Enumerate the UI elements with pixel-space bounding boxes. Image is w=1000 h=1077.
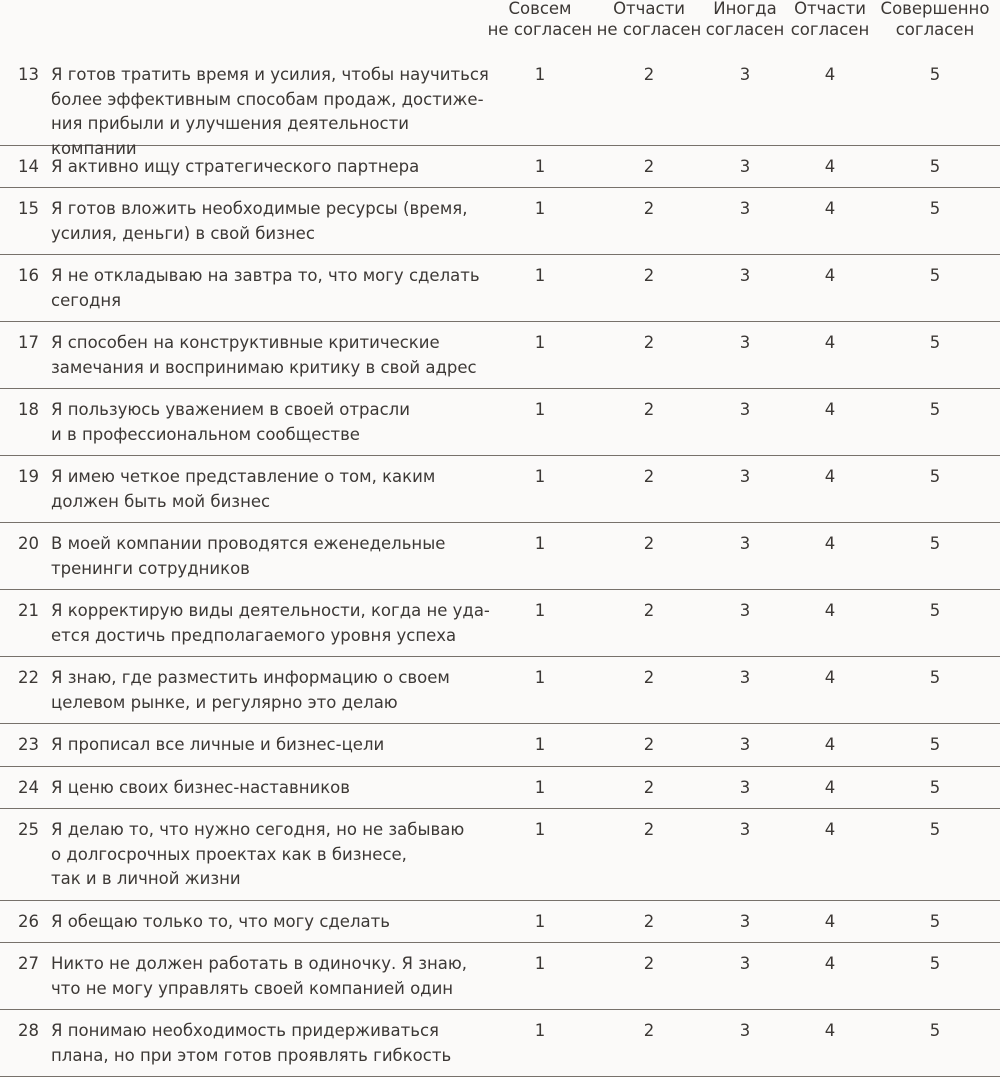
score-option-3: 3 bbox=[739, 534, 751, 553]
score-option-5: 5 bbox=[929, 820, 941, 839]
question-number: 23 bbox=[18, 735, 39, 754]
score-option-3: 3 bbox=[739, 199, 751, 218]
table-row bbox=[0, 657, 1000, 724]
statement-line: Я делаю то, что нужно сегодня, но не забываю bbox=[51, 820, 465, 839]
score-option-3: 3 bbox=[739, 820, 751, 839]
score-option-5: 5 bbox=[929, 954, 941, 973]
score-option-1: 1 bbox=[534, 777, 546, 797]
score-option-5: 5 bbox=[929, 911, 941, 931]
statement-line: и в профессиональном сообществе bbox=[51, 424, 360, 444]
score-option-2: 2 bbox=[643, 467, 655, 486]
question-statement bbox=[51, 155, 491, 180]
question-number: 17 bbox=[18, 333, 39, 352]
question-number: 25 bbox=[18, 820, 39, 839]
score-option-4: 4 bbox=[824, 911, 836, 931]
score-option-2: 2 bbox=[643, 1021, 655, 1040]
statement-line: сегодня bbox=[51, 290, 122, 310]
score-option-1: 1 bbox=[534, 534, 546, 553]
score-option-4: 4 bbox=[824, 820, 836, 839]
statement-line: Я ценю своих бизнес-наставников bbox=[51, 777, 350, 797]
score-option-1: 1 bbox=[534, 668, 546, 687]
statement-line: усилия, деньги) в свой бизнес bbox=[51, 223, 315, 243]
score-option-4: 4 bbox=[824, 534, 836, 553]
statement-line: так и в личной жизни bbox=[51, 869, 241, 888]
column-header-strongly-disagree bbox=[480, 0, 600, 40]
table-row bbox=[0, 767, 1000, 810]
statement-line: Я активно ищу стратегического партнера bbox=[51, 156, 420, 176]
score-option-1: 1 bbox=[534, 820, 546, 839]
score-option-2: 2 bbox=[643, 668, 655, 687]
score-option-1: 1 bbox=[534, 156, 546, 176]
column-header-line: согласен bbox=[895, 20, 975, 39]
score-option-2: 2 bbox=[643, 333, 655, 352]
column-header-line: Отчасти bbox=[794, 0, 866, 18]
column-header-partly-disagree bbox=[589, 0, 709, 40]
score-option-3: 3 bbox=[739, 601, 751, 620]
table-row bbox=[0, 389, 1000, 456]
score-option-3: 3 bbox=[739, 954, 751, 973]
score-option-3: 3 bbox=[739, 668, 751, 687]
table-row bbox=[0, 146, 1000, 189]
column-header-line: Совершенно bbox=[880, 0, 990, 18]
table-row bbox=[0, 456, 1000, 523]
statement-line: Я знаю, где разместить информацию о своем bbox=[51, 668, 450, 687]
table-row bbox=[0, 255, 1000, 322]
question-number: 19 bbox=[18, 467, 39, 486]
statement-line: Я прописал все личные и бизнес-цели bbox=[51, 735, 385, 754]
score-option-4: 4 bbox=[824, 333, 836, 352]
score-option-3: 3 bbox=[739, 467, 751, 486]
question-number: 15 bbox=[18, 199, 39, 218]
statement-line: Я готов тратить время и усилия, чтобы научиться bbox=[51, 65, 489, 84]
statement-line: Я готов вложить необходимые ресурсы (время, bbox=[51, 199, 468, 218]
table-row bbox=[0, 1010, 1000, 1077]
question-statement bbox=[51, 264, 491, 313]
score-option-3: 3 bbox=[739, 1021, 751, 1040]
question-statement bbox=[51, 532, 491, 581]
statement-line: Я пользуюсь уважением в своей отрасли bbox=[51, 400, 410, 419]
score-option-2: 2 bbox=[643, 400, 655, 419]
score-option-3: 3 bbox=[739, 266, 751, 285]
score-option-4: 4 bbox=[824, 954, 836, 973]
score-option-2: 2 bbox=[643, 199, 655, 218]
statement-line: Я способен на конструктивные критические bbox=[51, 333, 440, 352]
score-option-5: 5 bbox=[929, 400, 941, 419]
statement-line: целевом рынке, и регулярно это делаю bbox=[51, 692, 398, 712]
table-row bbox=[0, 54, 1000, 158]
question-statement bbox=[51, 666, 491, 715]
score-option-1: 1 bbox=[534, 1021, 546, 1040]
score-option-2: 2 bbox=[643, 735, 655, 754]
score-option-3: 3 bbox=[739, 400, 751, 419]
question-statement bbox=[51, 398, 491, 447]
statement-line: ния прибыли и улучшения деятельности компании bbox=[51, 114, 409, 158]
statement-line: более эффективным способам продаж, достиже- bbox=[51, 89, 484, 109]
statement-line: о долгосрочных проектах как в бизнесе, bbox=[51, 844, 407, 864]
question-statement bbox=[51, 952, 491, 1001]
score-option-1: 1 bbox=[534, 954, 546, 973]
score-option-5: 5 bbox=[929, 735, 941, 754]
question-number: 28 bbox=[18, 1021, 39, 1040]
score-option-3: 3 bbox=[739, 777, 751, 797]
column-header-line: не согласен bbox=[596, 20, 702, 39]
statement-line: замечания и воспринимаю критику в свой адрес bbox=[51, 357, 477, 377]
column-header-strongly-agree bbox=[870, 0, 1000, 40]
score-option-5: 5 bbox=[929, 65, 941, 84]
question-statement bbox=[51, 776, 491, 801]
score-option-4: 4 bbox=[824, 777, 836, 797]
score-option-2: 2 bbox=[643, 777, 655, 797]
score-option-4: 4 bbox=[824, 601, 836, 620]
question-statement bbox=[51, 465, 491, 514]
statement-line: должен быть мой бизнес bbox=[51, 491, 271, 511]
table-row bbox=[0, 590, 1000, 657]
score-option-5: 5 bbox=[929, 534, 941, 553]
score-option-5: 5 bbox=[929, 467, 941, 486]
score-option-2: 2 bbox=[643, 820, 655, 839]
question-number: 14 bbox=[18, 156, 39, 176]
score-option-5: 5 bbox=[929, 668, 941, 687]
statement-line: В моей компании проводятся еженедельные bbox=[51, 534, 446, 553]
question-number: 27 bbox=[18, 954, 39, 973]
questionnaire-table bbox=[0, 54, 1000, 1077]
score-option-1: 1 bbox=[534, 735, 546, 754]
column-header-line: не согласен bbox=[487, 20, 593, 39]
score-option-1: 1 bbox=[534, 911, 546, 931]
column-header-line: согласен bbox=[790, 20, 870, 39]
score-option-1: 1 bbox=[534, 333, 546, 352]
table-header bbox=[0, 0, 1000, 54]
score-option-1: 1 bbox=[534, 400, 546, 419]
score-option-1: 1 bbox=[534, 601, 546, 620]
table-row bbox=[0, 943, 1000, 1010]
column-header-line: Отчасти bbox=[613, 0, 685, 18]
question-statement bbox=[51, 197, 491, 246]
question-statement bbox=[51, 331, 491, 380]
score-option-4: 4 bbox=[824, 199, 836, 218]
score-option-3: 3 bbox=[739, 333, 751, 352]
score-option-4: 4 bbox=[824, 467, 836, 486]
question-statement bbox=[51, 599, 491, 648]
statement-line: тренинги сотрудников bbox=[51, 558, 250, 578]
question-statement bbox=[51, 1019, 491, 1068]
statement-line: что не могу управлять своей компанией один bbox=[51, 978, 454, 998]
score-option-5: 5 bbox=[929, 266, 941, 285]
statement-line: Я не откладываю на завтра то, что могу сделать bbox=[51, 266, 480, 285]
score-option-2: 2 bbox=[643, 156, 655, 176]
question-number: 13 bbox=[18, 65, 39, 84]
score-option-2: 2 bbox=[643, 534, 655, 553]
score-option-4: 4 bbox=[824, 156, 836, 176]
score-option-1: 1 bbox=[534, 65, 546, 84]
score-option-5: 5 bbox=[929, 1021, 941, 1040]
score-option-1: 1 bbox=[534, 467, 546, 486]
question-number: 16 bbox=[18, 266, 39, 285]
score-option-4: 4 bbox=[824, 266, 836, 285]
column-header-line: Совсем bbox=[508, 0, 572, 18]
column-header-partly-agree bbox=[780, 0, 880, 40]
score-option-4: 4 bbox=[824, 65, 836, 84]
statement-line: Я имею четкое представление о том, каким bbox=[51, 467, 436, 486]
table-row bbox=[0, 322, 1000, 389]
score-option-5: 5 bbox=[929, 601, 941, 620]
table-row bbox=[0, 724, 1000, 767]
score-option-5: 5 bbox=[929, 156, 941, 176]
table-row bbox=[0, 901, 1000, 944]
score-option-4: 4 bbox=[824, 1021, 836, 1040]
score-option-2: 2 bbox=[643, 266, 655, 285]
statement-line: Я обещаю только то, что могу сделать bbox=[51, 911, 390, 931]
score-option-2: 2 bbox=[643, 601, 655, 620]
question-number: 24 bbox=[18, 777, 39, 797]
question-statement bbox=[51, 733, 491, 758]
question-statement bbox=[51, 818, 491, 892]
score-option-5: 5 bbox=[929, 199, 941, 218]
score-option-2: 2 bbox=[643, 954, 655, 973]
score-option-5: 5 bbox=[929, 333, 941, 352]
statement-line: плана, но при этом готов проявлять гибкость bbox=[51, 1045, 452, 1065]
question-number: 20 bbox=[18, 534, 39, 553]
score-option-4: 4 bbox=[824, 668, 836, 687]
statement-line: ется достичь предполагаемого уровня успеха bbox=[51, 625, 457, 645]
score-option-3: 3 bbox=[739, 735, 751, 754]
question-statement bbox=[51, 910, 491, 935]
score-option-4: 4 bbox=[824, 735, 836, 754]
column-header-line: согласен bbox=[705, 20, 785, 39]
score-option-2: 2 bbox=[643, 65, 655, 84]
column-header-line: Иногда bbox=[713, 0, 777, 18]
question-number: 26 bbox=[18, 911, 39, 931]
score-option-3: 3 bbox=[739, 911, 751, 931]
score-option-1: 1 bbox=[534, 199, 546, 218]
score-option-2: 2 bbox=[643, 911, 655, 931]
table-row bbox=[0, 188, 1000, 255]
statement-line: Никто не должен работать в одиночку. Я знаю, bbox=[51, 954, 468, 973]
table-row bbox=[0, 523, 1000, 590]
score-option-4: 4 bbox=[824, 400, 836, 419]
statement-line: Я корректирую виды деятельности, когда не уда- bbox=[51, 601, 490, 620]
score-option-1: 1 bbox=[534, 266, 546, 285]
question-number: 22 bbox=[18, 668, 39, 687]
score-option-3: 3 bbox=[739, 65, 751, 84]
table-row bbox=[0, 809, 1000, 901]
score-option-5: 5 bbox=[929, 777, 941, 797]
question-number: 18 bbox=[18, 400, 39, 419]
question-number: 21 bbox=[18, 601, 39, 620]
score-option-3: 3 bbox=[739, 156, 751, 176]
statement-line: Я понимаю необходимость придерживаться bbox=[51, 1021, 439, 1040]
